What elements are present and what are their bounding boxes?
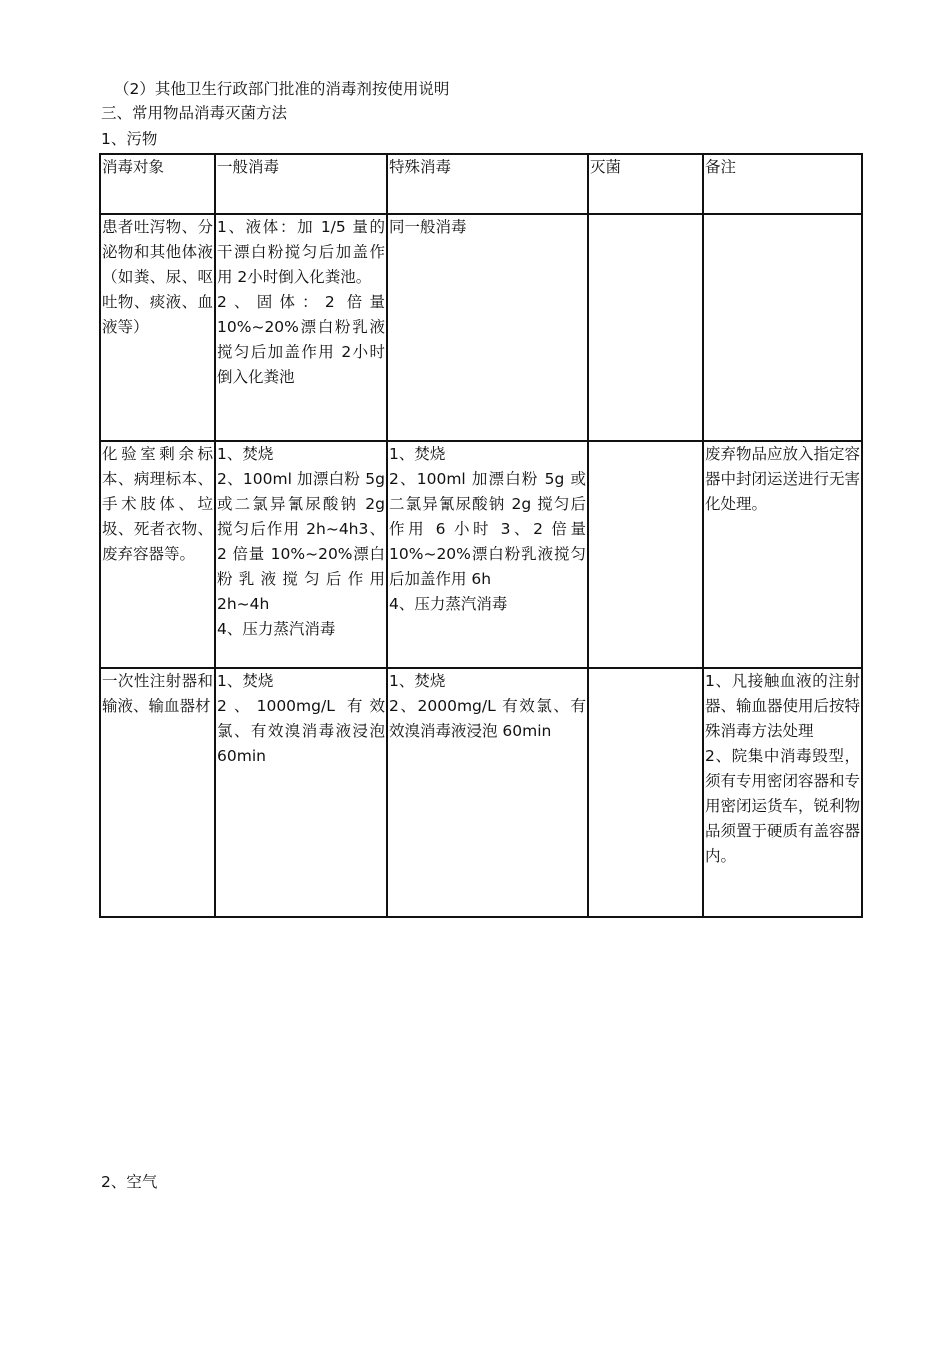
cell-general (215, 214, 387, 441)
cell-paragraph: 2、100ml 加漂白粉 5g 或二氯异氰尿酸钠 2g 搅匀后作用 6 小时 3、2 倍量 10%~20%漂白粉乳液搅匀后加盖作用 6h (389, 470, 586, 588)
cell-special (387, 441, 588, 668)
cell-general (215, 441, 387, 668)
cell-paragraph: 废弃物品应放入指定容器中封闭运送进行无害化处理。 (705, 445, 861, 513)
subsection-heading-air: 2、空气 (101, 1173, 158, 1191)
cell-paragraph: 1、焚烧 (389, 672, 446, 690)
cell-sterilize (588, 214, 703, 441)
header-cell-general: 一般消毒 (215, 154, 387, 214)
cell-paragraph: 4、压力蒸汽消毒 (389, 595, 508, 613)
cell-sterilize (588, 668, 703, 917)
cell-paragraph: 1、液体：加 1/5 量的干漂白粉搅匀后加盖作用 2小时倒入化粪池。 (217, 218, 385, 286)
cell-special (387, 668, 588, 917)
cell-paragraph: 1、凡接触血液的注射器、输血器使用后按特殊消毒方法处理 (705, 672, 861, 740)
table-header-row (100, 154, 862, 214)
cell-paragraph: 2、2000mg/L 有效氯、有效溴消毒液浸泡 60min (389, 697, 586, 740)
subsection-heading-waste: 1、污物 (101, 130, 158, 148)
cell-general (215, 668, 387, 917)
header-cell-note: 备注 (703, 154, 862, 214)
table-row (100, 668, 862, 917)
cell-paragraph: 2、100ml 加漂白粉 5g 或二氯异氰尿酸钠 2g 搅匀后作用 2h~4h3、2 倍量 10%~20%漂白粉乳液搅匀后作用 2h~4h (217, 470, 385, 613)
disinfection-table (99, 153, 863, 918)
cell-object: 化验室剩余标本、病理标本、手术肢体、垃圾、死者衣物、废弃容器等。 (100, 441, 215, 668)
cell-note (703, 668, 862, 917)
cell-object: 患者吐泻物、分泌物和其他体液（如粪、尿、呕吐物、痰液、血液等） (100, 214, 215, 441)
table-row (100, 214, 862, 441)
cell-note (703, 441, 862, 668)
cell-special (387, 214, 588, 441)
section-heading: 三、常用物品消毒灭菌方法 (101, 104, 288, 122)
header-cell-special: 特殊消毒 (387, 154, 588, 214)
intro-line-1: （2）其他卫生行政部门批准的消毒剂按使用说明 (114, 80, 450, 98)
cell-paragraph: 2、1000mg/L 有效氯、有效溴消毒液浸泡 60min (217, 697, 385, 765)
header-cell-object: 消毒对象 (100, 154, 215, 214)
cell-paragraph: 2、固体：2 倍量 10%~20%漂白粉乳液搅匀后加盖作用 2小时倒入化粪池 (217, 293, 385, 386)
cell-paragraph: 1、焚烧 (389, 445, 446, 463)
cell-note (703, 214, 862, 441)
cell-sterilize (588, 441, 703, 668)
cell-paragraph: 同一般消毒 (389, 218, 467, 236)
cell-paragraph: 4、压力蒸汽消毒 (217, 620, 336, 638)
cell-paragraph: 1、焚烧 (217, 445, 274, 463)
header-cell-sterilize: 灭菌 (588, 154, 703, 214)
cell-paragraph: 1、焚烧 (217, 672, 274, 690)
cell-paragraph: 2、院集中消毒毁型，须有专用密闭容器和专用密闭运货车，锐利物品须置于硬质有盖容器内。 (705, 747, 861, 865)
table-row (100, 441, 862, 668)
cell-object: 一次性注射器和输液、输血器材 (100, 668, 215, 917)
